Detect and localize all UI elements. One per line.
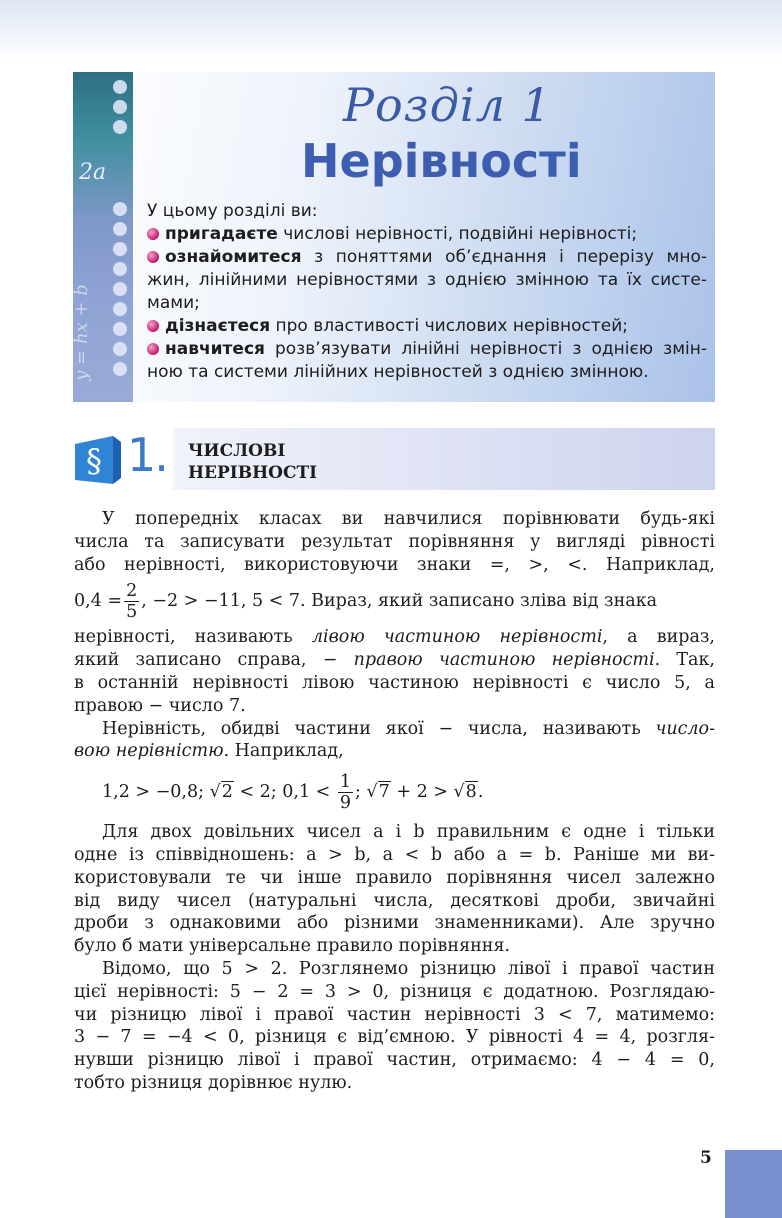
body-line: нувши різницю лівої і правої частин, отримаємо: 4 − 4 = 0, [74,1050,715,1071]
body-line: одне із співвідношень: a > b, a < b або a = b. Раніше ми ви- [74,844,715,865]
top-gradient [0,0,782,62]
section-number: 1. [127,428,167,482]
fraction: $\frac{2}{5}$ [126,581,138,623]
paragraph-cube-icon [73,434,123,486]
page-corner-tab [725,1150,782,1218]
intro-heading: У цьому розділі ви: [147,201,318,221]
body-line: 3 − 7 = −4 < 0, різниця є від’ємною. У рівності 4 = 4, розгля- [74,1027,715,1048]
intro-bullet: навчитеся розв’язувати лінійні нерівності з однією змін- [147,338,707,361]
body-line: тобто різниця дорівнює нулю. [74,1072,353,1093]
body-line: 0,4 = $\frac{2}{5}$ , −2 > −11, 5 < 7. Вираз, який записано зліва від знака [74,581,658,623]
body-line: цієї нерівності: 5 − 2 = 3 > 0, різниця є додатною. Розглядаю- [74,981,715,1002]
svg-text:§: § [86,442,102,480]
intro-bullet: дізнаєтеся про властивості числових нерівностей; [147,315,707,338]
fraction: $\frac{1}{9}$ [339,772,352,814]
body-line: вою нерівністю. Наприклад, [74,741,344,762]
bullet-icon [147,320,159,332]
body-line: правою − число 7. [74,695,246,716]
body-line: користовували те чи інше правило порівняння чисел залежно [74,867,715,888]
body-line: У попередніх класах ви навчилися порівнювати будь-які [102,509,715,529]
body-line: Для двох довільних чисел a і b правильним є одне і тільки [102,822,715,843]
body-line: числа та записувати результат порівняння у вигляді рівності [74,531,715,552]
body-line: чи різницю лівої і правої частин нерівності 3 < 7, матимемо: [74,1004,715,1025]
strip-dots [109,72,131,402]
chapter-label: Розділ 1 [343,78,552,132]
term-right-part: правою частиною нерівності [353,650,655,671]
page-number: 5 [700,1148,712,1168]
body-line: в останній нерівності лівою частиною нерівності є число 5, а [74,672,715,693]
body-line: який записано справа, − правою частиною нерівності. Так, [74,650,715,671]
section-title [188,440,317,484]
strip-formula: y = hx + b [70,284,92,381]
body-line: Нерівність, обидві частини якої − числа, називають число- [102,718,715,739]
decorative-strip [70,72,133,402]
bullet-icon [147,251,159,263]
body-line: нерівності, називають лівою частиною нерівності, а вираз, [74,627,715,648]
body-line: Відомо, що 5 > 2. Розглянемо різницю лівої і правої частин [102,958,715,979]
intro-bullet-cont: ною та системи лінійних нерівностей з однією змінною. [147,362,649,382]
body-line: від виду чисел (натуральні числа, десяткові дроби, звичайні [74,890,715,911]
body-line: дроби з однаковими або різними знаменниками). Але зручно [74,913,715,934]
intro-bullet: ознайомитеся з поняттями об’єднання і перерізу мно- [147,246,707,269]
term-left-part: лівою частиною нерівності [311,627,603,648]
section-title-line: ЧИСЛОВІ [188,441,286,461]
chapter-title: Нерівності [301,134,582,188]
intro-bullet-cont: жин, лінійними нерівностями з однією змінною та їх систе- [147,270,707,290]
section-header [73,428,715,490]
body-line: або нерівності, використовуючи знаки =, >, <. Наприклад, [74,554,715,575]
term-numeric-inequality: число- [655,718,715,739]
strip-text: 2a [79,160,107,185]
chapter-intro [147,200,707,384]
bullet-icon [147,228,159,240]
section-body [74,508,715,1095]
intro-bullet-cont: мами; [147,293,200,313]
body-line: було б мати універсальне правило порівняння. [74,936,511,957]
example-formula: 1,2 > −0,8; √2 < 2; 0,1 < $\frac{1}{9}$ ; √7 + 2 > √8. [102,772,484,814]
chapter-banner [70,72,715,402]
bullet-icon [147,343,159,355]
section-title-line: НЕРІВНОСТІ [188,463,318,483]
intro-bullet: пригадаєте числові нерівності, подвійні нерівності; [147,223,707,246]
